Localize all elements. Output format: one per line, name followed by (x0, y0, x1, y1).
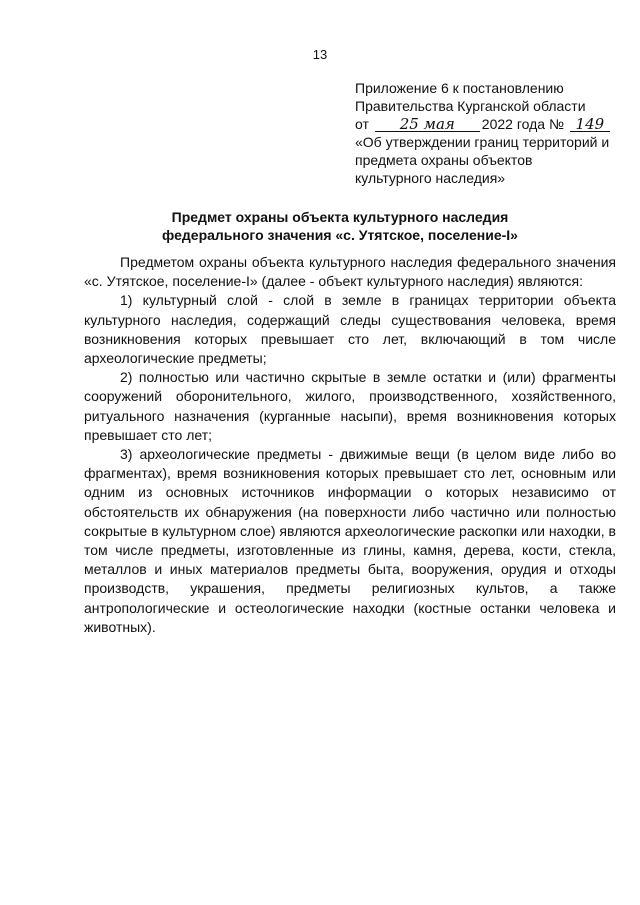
document-title (60, 208, 620, 244)
title-line: Предмет охраны объекта культурного наследия (171, 209, 509, 225)
body-paragraph: 2) полностью или частично скрытые в земле остатки и (или) фрагменты сооружений оборонительного, жилого, производственного, хозяйственного, ритуального назначения (курганные насыпи), время возникновения которых превышает сто лет; (84, 369, 616, 443)
body-paragraph: 1) культурный слой - слой в земле в границах территории объекта культурного наследия, содержащий следы существования человека, время возникновения которых превышает сто лет, включающий в том числе археологические предметы; (84, 292, 616, 367)
appendix-line: культурного наследия» (355, 170, 506, 186)
handwritten-number: 149 (570, 117, 610, 132)
appendix-line: Правительства Курганской области (355, 98, 586, 114)
handwritten-date: 25 мая (375, 117, 480, 132)
page-number: 13 (312, 47, 328, 62)
document-body (84, 253, 616, 637)
appendix-line: «Об утверждении границ территорий и (355, 134, 610, 150)
appendix-line: предмета охраны объектов (355, 152, 533, 168)
body-paragraph: Предметом охраны объекта культурного наследия федерального значения «с. Утятское, поселение-I» (далее - объект культурного наследия) являются: (84, 254, 616, 290)
appendix-header (355, 79, 625, 187)
title-line: федерального значения «с. Утятское, поселение-I» (162, 227, 518, 243)
appendix-line: Приложение 6 к постановлению (355, 80, 564, 96)
date-prefix: от (355, 116, 369, 132)
body-paragraph: 3) археологические предметы - движимые вещи (в целом виде либо во фрагментах), время возникновения которых превышает сто лет, основным или одним из основных источников информации о которых независимо от обстоятельств их обнаружения (на поверхности либо частично или полностью сокрытые в культурном слое) являются археологические раскопки или находки, в том числе предметы, изготовленные из глины, камня, дерева, кости, стекла, металлов и иных материалов предметы быта, вооружения, орудия и отходы производств, украшения, предметы религиозных культов, а также антропологические и остеологические находки (костные останки человека и животных). (84, 446, 616, 635)
appendix-date-line (355, 115, 625, 133)
date-suffix: 2022 года № (481, 116, 564, 132)
